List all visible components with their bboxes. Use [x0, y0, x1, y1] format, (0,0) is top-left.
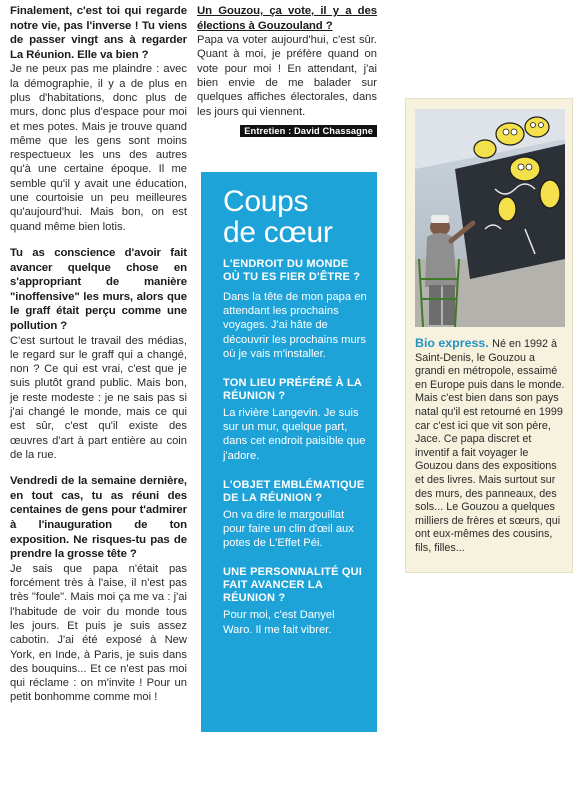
interview-answer: Papa va voter aujourd'hui, c'est sûr. Quant à moi, je préfère quand on vote pour moi ! En attendant, j'ai bien envie de me balader sur quelques affiches électorales, dans les jours qui viennent. [197, 34, 377, 118]
interview-question: Finalement, c'est toi qui regarde notre vie, pas l'inverse ! Tu viens de passer vingt ans à regarder La Réunion. Elle va bien ? [10, 5, 187, 61]
bio-heading: Bio express. [415, 336, 493, 350]
box-item-3 [201, 479, 377, 551]
interview-answer: Je sais que papa n'était pas forcément très à l'aise, il n'est pas très "foule". Mais moi ça me va : j'ai l'habitude de voir du monde tous les jours. Et puis je suis assez cabotin. J'ai été exposé à New York, en Inde, à Paris, je suis dans des bouquins... Et ce n'est pas moi qui réclame : on m'invite ! Pour un petit bonhomme comme moi ! [10, 562, 187, 704]
interview-block-3 [10, 474, 187, 705]
box-title-line-2: de cœur [223, 216, 333, 249]
box-item-4 [201, 566, 377, 636]
middle-column [197, 4, 377, 139]
box-question: L'OBJET EMBLÉMATIQUE DE LA RÉUNION ? [223, 478, 365, 504]
box-question: TON LIEU PRÉFÉRÉ À LA RÉUNION ? [223, 377, 362, 403]
credit-label: Entretien : David Chassagne [240, 125, 377, 137]
box-question: L'ENDROIT DU MONDE OÙ TU ES FIER D'ÊTRE ? [223, 258, 361, 283]
coups-de-coeur-box [201, 172, 377, 732]
box-answer: Pour moi, c'est Danyel Waro. Il me fait vibrer. [223, 609, 335, 636]
interview-credit [197, 121, 377, 139]
interview-question: Un Gouzou, ça vote, il y a des élections à Gouzouland ? [197, 5, 377, 32]
interview-question: Vendredi de la semaine dernière, en tout cas, tu as réuni des centaines de gens pour t'admirer à l'inauguration de ton exposition. Ne risques-tu pas de prendre la grosse tête ? [10, 475, 187, 561]
box-item-2 [201, 377, 377, 463]
box-answer: Dans la tête de mon papa en attendant les prochains voyages. J'ai hâte de découvrir les prochains murs où je vais m'installer. [223, 291, 367, 360]
interview-block-1 [10, 4, 187, 234]
interview-block-2 [10, 246, 187, 462]
graffiti-artist-photo [415, 109, 565, 327]
box-question: UNE PERSONNALITÉ QUI FAIT AVANCER LA RÉUNION ? [223, 566, 363, 605]
box-answer: La rivière Langevin. Je suis sur un mur, quelque part, dans cet endroit paisible que j'adore. [223, 407, 366, 462]
box-title-line-1: Coups [223, 185, 309, 218]
bio-text-block [415, 337, 565, 556]
box-item-1 [201, 258, 377, 361]
interview-question: Tu as conscience d'avoir fait avancer quelque chose en s'appropriant de manière "inoffensive" les murs, alors que le graff était perçu comme une pollution ? [10, 246, 187, 332]
interview-answer: C'est surtout le travail des médias, le regard sur le graff qui a changé, non ? Ce qui est vrai, c'est que je suis plutôt grand public. Mais bon, je reste modeste : je ne sais pas si j'ai changé le monde, mais ce qui est sûr, c'est qu'il existe des œuvres d'art à part entière au coin de la rue. [10, 334, 187, 461]
interview-answer: Je ne peux pas me plaindre : avec la démographie, il y a de plus en plus d'habitations, donc plus de murs, donc plus d'espace pour moi et mes potes. Mais je trouve quand même que les gens sont moins respectueux les uns des autres qu'à une certaine époque. Il me semble qu'il y avait une éducation, une courtoisie un peu meilleures qu'aujourd'hui. Mais bon, on est quand même bien lotis. [10, 63, 187, 233]
box-title [223, 186, 377, 248]
box-answer: On va dire le margouillat pour faire un clin d'œil aux potes de L'Effet Péi. [223, 508, 354, 550]
bio-body: Né en 1992 à Saint-Denis, le Gouzou a grandi en métropole, essaimé en Europe puis dans le monde. Mais c'est bien dans son pays natal qu'il est retourné en 1999 car c'est ici que vit son père, Jace. Ce papa discret et inventif a fait voyager le Gouzou dans des expositions et des livres. Mais surtout sur des murs, des panneaux, des sols... Le Gouzou a quelques milliers de frères et sœurs, qui ont eux-mêmes des cousins, fils, filles... [415, 338, 565, 554]
bio-sidebar [405, 98, 573, 573]
photo-illustration [415, 109, 565, 327]
left-column [10, 4, 187, 717]
